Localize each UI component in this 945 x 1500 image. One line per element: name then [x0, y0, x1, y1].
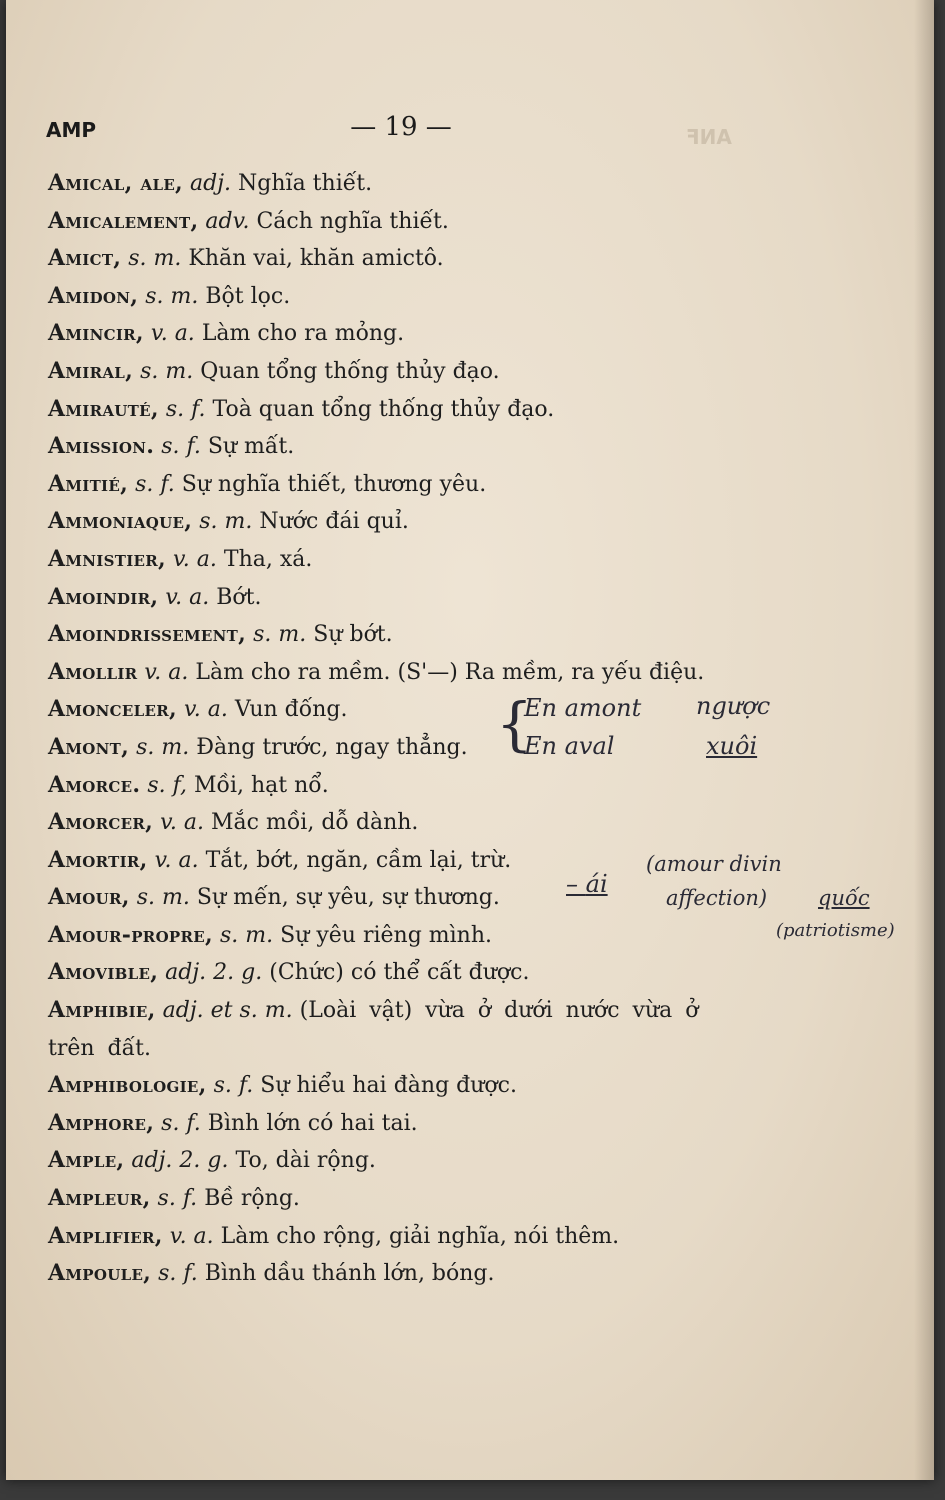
entry-list [48, 165, 908, 1293]
entry: Amonceler, v. a. Vun đống. [48, 696, 348, 723]
entry: Ampleur, s. f. Bề rộng. [48, 1185, 300, 1212]
entry: Amour-propre, s. m. Sự yêu riêng mình. [48, 921, 492, 948]
dictionary-page [6, 0, 934, 1480]
entry: Amphibologie, s. f. Sự hiểu hai đàng được. [48, 1072, 517, 1099]
entry: Amoindir, v. a. Bớt. [48, 583, 262, 610]
entry: Amplifier, v. a. Làm cho rộng, giải nghĩa, nói thêm. [48, 1222, 620, 1249]
page-number: — 19 — [350, 112, 452, 142]
entry: Amoindrissement, s. m. Sự bớt. [48, 621, 393, 648]
entry: Amour, s. m. Sự mến, sự yêu, sự thương. [48, 884, 500, 911]
entry: Amphibie, adj. et s. m. (Loài vật) vừa ở dưới nước vừa ở trên đất. [48, 997, 699, 1061]
handwritten-patriotisme: (patriotisme) [776, 920, 895, 941]
running-head: AMP [46, 118, 97, 142]
entry: Amincir, v. a. Làm cho ra mỏng. [48, 320, 405, 347]
handwritten-en-amont: En amont [524, 694, 642, 722]
entry: Ample, adj. 2. g. To, dài rộng. [48, 1147, 376, 1174]
entry: Amidon, s. m. Bột lọc. [48, 282, 291, 309]
entry: Amont, s. m. Đàng trước, ngay thẳng. [48, 733, 468, 760]
handwritten-nguoc: ngược [696, 692, 771, 720]
entry: Amorce. s. f, Mồi, hạt nổ. [48, 771, 329, 798]
entry: Amission. s. f. Sự mất. [48, 433, 295, 460]
entry: Ampoule, s. f. Bình dầu thánh lớn, bóng. [48, 1260, 495, 1287]
handwritten-quoc: quốc [818, 886, 870, 910]
handwritten-brace: { [496, 690, 533, 758]
page-edge-shadow [914, 0, 934, 1480]
handwritten-ai: – ái [566, 870, 608, 898]
entry: Amitié, s. f. Sự nghĩa thiết, thương yêu. [48, 470, 487, 497]
entry: Amphore, s. f. Bình lớn có hai tai. [48, 1109, 418, 1136]
entry: Amirauté, s. f. Toà quan tổng thống thủy đạo. [48, 395, 555, 422]
bleed-through-head: ANF [686, 125, 732, 149]
handwritten-xuoi: xuôi [706, 732, 758, 760]
handwritten-en-aval: En aval [524, 732, 615, 760]
entry: Amovible, adj. 2. g. (Chức) có thể cất được. [48, 959, 530, 986]
entry: Ammoniaque, s. m. Nước đái quỉ. [48, 508, 409, 535]
handwritten-affection: affection) [666, 886, 768, 910]
entry: Amnistier, v. a. Tha, xá. [48, 545, 313, 572]
entry: Amorcer, v. a. Mắc mồi, dỗ dành. [48, 809, 419, 836]
entry: Amicalement, adv. Cách nghĩa thiết. [48, 207, 449, 234]
entry: Amict, s. m. Khăn vai, khăn amictô. [48, 245, 444, 272]
entry: Amortir, v. a. Tắt, bớt, ngăn, cầm lại, trừ. [48, 846, 512, 873]
entry: Amiral, s. m. Quan tổng thống thủy đạo. [48, 357, 500, 384]
entry: Amical, ale, adj. Nghĩa thiết. [48, 170, 373, 196]
entry: Amollir v. a. Làm cho ra mềm. (S'—) Ra mềm, ra yếu điệu. [48, 658, 705, 685]
handwritten-amour-divin: (amour divin [646, 852, 782, 876]
